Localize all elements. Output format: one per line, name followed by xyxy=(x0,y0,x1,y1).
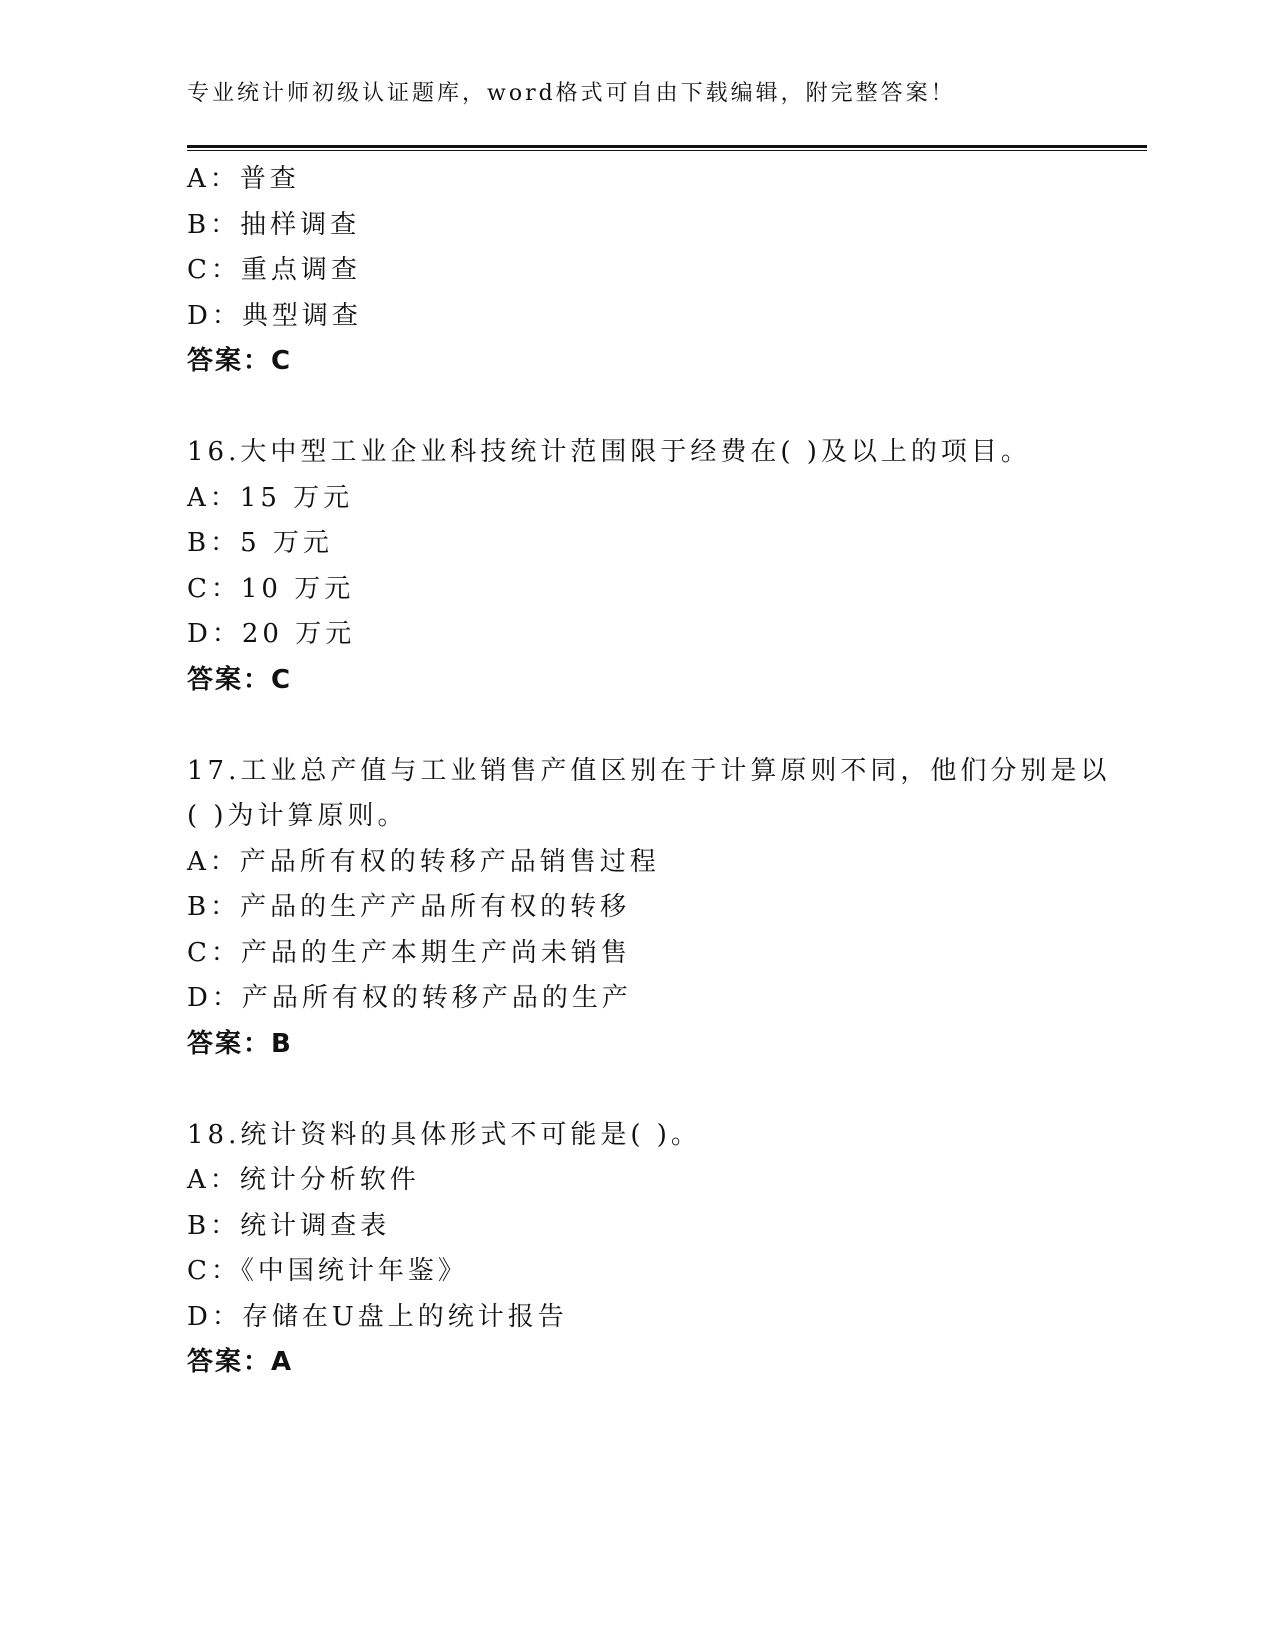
option-c: C：产品的生产本期生产尚未销售 xyxy=(187,937,631,968)
question-15 xyxy=(187,157,1087,385)
answer: 答案：C xyxy=(187,346,293,376)
question-17 xyxy=(187,749,1111,1068)
option-d: D：产品所有权的转移产品的生产 xyxy=(187,983,632,1013)
question-16 xyxy=(187,430,1087,703)
answer: 答案：A xyxy=(187,1347,294,1377)
option-c: C：重点调查 xyxy=(187,255,361,285)
question-text-continued: ( )为计算原则。 xyxy=(187,801,408,831)
option-a: A：15 万元 xyxy=(187,482,354,513)
option-b: B：抽样调查 xyxy=(187,209,361,240)
answer: 答案：B xyxy=(187,1028,293,1059)
option-b: B：5 万元 xyxy=(187,528,333,558)
option-a: A：产品所有权的转移产品销售过程 xyxy=(187,846,660,877)
option-a: A：统计分析软件 xyxy=(187,1165,420,1195)
option-b: B：产品的生产产品所有权的转移 xyxy=(187,892,631,922)
header-rule-thin xyxy=(187,150,1147,151)
question-text: 17.工业总产值与工业销售产值区别在于计算原则不同，他们分别是以 xyxy=(187,755,1111,786)
question-text: 16.大中型工业企业科技统计范围限于经费在( )及以上的项目。 xyxy=(187,437,1031,467)
question-18 xyxy=(187,1113,1087,1386)
header-rule-thick xyxy=(187,145,1147,148)
option-c: C：《中国统计年鉴》 xyxy=(187,1256,468,1286)
option-c: C：10 万元 xyxy=(187,573,355,604)
page-header: 专业统计师初级认证题库，word格式可自由下载编辑，附完整答案！ xyxy=(187,81,956,106)
option-d: D：20 万元 xyxy=(187,619,356,649)
option-d: D：典型调查 xyxy=(187,300,362,331)
option-b: B：统计调查表 xyxy=(187,1210,391,1241)
answer: 答案：C xyxy=(187,664,293,695)
question-list xyxy=(187,157,1111,1386)
question-text: 18.统计资料的具体形式不可能是( )。 xyxy=(187,1119,701,1150)
option-d: D：存储在U盘上的统计报告 xyxy=(187,1301,568,1332)
option-a: A：普查 xyxy=(187,164,300,194)
